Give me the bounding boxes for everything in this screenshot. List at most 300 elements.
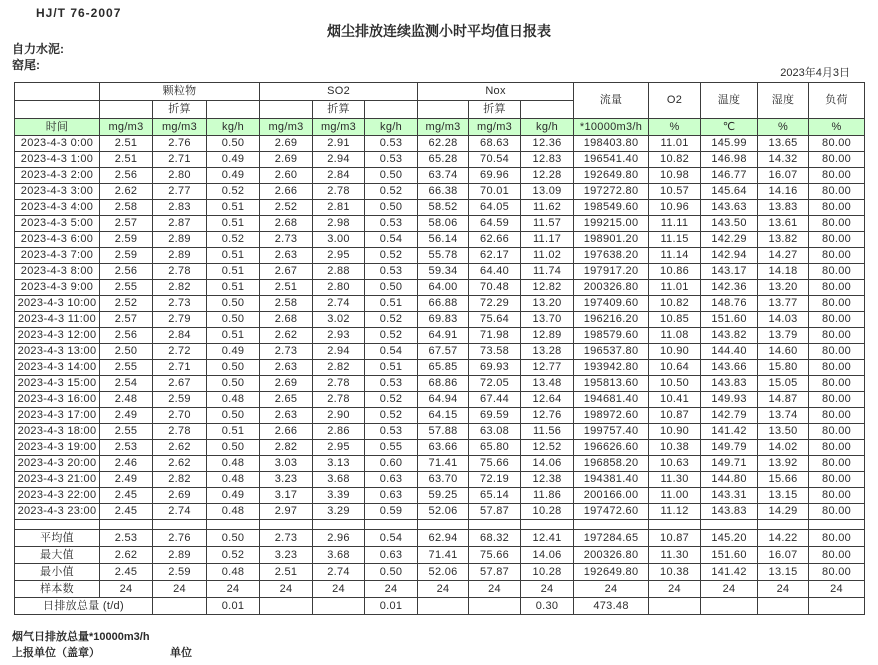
table-cell: 10.90 [649,424,701,440]
group-so2: SO2 [260,83,418,101]
table-cell: 0.54 [365,530,418,547]
table-cell: 2.84 [153,328,207,344]
table-cell: 80.00 [809,547,865,564]
table-cell: 80.00 [809,312,865,328]
table-cell: 24 [418,581,469,598]
spacer-row [15,520,865,530]
table-cell: 75.64 [469,312,521,328]
blank-cell [15,83,100,101]
table-cell: 2.58 [260,296,313,312]
table-cell: 80.00 [809,232,865,248]
table-cell: 3.13 [313,456,365,472]
data-row [15,376,865,392]
table-cell: 80.00 [809,456,865,472]
table-cell: 198403.80 [574,136,649,152]
table-cell: 0.59 [365,504,418,520]
table-cell: 2.79 [153,312,207,328]
table-cell: 11.57 [521,216,574,232]
table-cell: 2.63 [260,360,313,376]
table-cell: 12.41 [521,530,574,547]
unit-cell: mg/m3 [100,119,153,136]
table-cell: 143.17 [701,264,758,280]
table-cell: 0.51 [207,200,260,216]
table-cell: 142.29 [701,232,758,248]
time-cell: 2023-4-3 18:00 [15,424,100,440]
table-cell: 10.38 [649,564,701,581]
table-cell: 69.59 [469,408,521,424]
table-cell: 3.03 [260,456,313,472]
table-cell: 2.62 [100,547,153,564]
table-cell: 13.74 [758,408,809,424]
table-cell: 193942.80 [574,360,649,376]
table-cell: 11.00 [649,488,701,504]
table-cell: 2.82 [313,360,365,376]
table-cell: 2.95 [313,440,365,456]
table-cell: 57.87 [469,564,521,581]
table-cell: 14.32 [758,152,809,168]
table-cell: 0.50 [365,200,418,216]
table-cell: 10.63 [649,456,701,472]
table-cell: 0.52 [365,248,418,264]
table-cell: 80.00 [809,424,865,440]
table-cell: 24 [809,581,865,598]
table-cell: 15.80 [758,360,809,376]
table-cell: 2.72 [153,344,207,360]
table-cell: 2.83 [153,200,207,216]
table-cell: 0.52 [207,184,260,200]
table-cell: 71.41 [418,547,469,564]
table-cell: 2.81 [313,200,365,216]
summary-label: 样本数 [15,581,100,598]
table-cell: 0.54 [365,232,418,248]
table-cell: 197284.65 [574,530,649,547]
table-cell: 59.25 [418,488,469,504]
table-cell: 64.94 [418,392,469,408]
table-cell: 198549.60 [574,200,649,216]
table-cell [809,598,865,615]
table-cell: 0.50 [207,530,260,547]
table-cell [649,598,701,615]
table-cell: 2.56 [100,168,153,184]
data-row [15,328,865,344]
table-cell: 58.06 [418,216,469,232]
table-cell: 80.00 [809,168,865,184]
table-cell [260,598,313,615]
table-cell: 80.00 [809,264,865,280]
table-cell: 14.06 [521,456,574,472]
table-cell: 24 [521,581,574,598]
table-cell: 146.77 [701,168,758,184]
table-cell: 196537.80 [574,344,649,360]
daily-total-label: 日排放总量 (t/d) [15,598,153,615]
data-row [15,344,865,360]
table-cell: 67.44 [469,392,521,408]
table-cell [809,520,865,530]
table-cell: 2.52 [260,200,313,216]
table-cell: 75.66 [469,456,521,472]
table-cell: 2.82 [260,440,313,456]
table-cell: 13.77 [758,296,809,312]
table-cell [701,598,758,615]
table-cell: 13.48 [521,376,574,392]
table-cell: 80.00 [809,530,865,547]
time-cell: 2023-4-3 13:00 [15,344,100,360]
table-cell: 0.48 [207,472,260,488]
table-cell: 11.15 [649,232,701,248]
table-cell: 2.80 [313,280,365,296]
table-cell: 3.68 [313,547,365,564]
table-cell: 2.51 [100,136,153,152]
table-cell: 0.55 [365,440,418,456]
table-cell: 2.62 [153,456,207,472]
table-cell: 65.85 [418,360,469,376]
table-cell: 14.02 [758,440,809,456]
table-cell: 24 [574,581,649,598]
table-cell: 13.09 [521,184,574,200]
table-cell: 52.06 [418,504,469,520]
table-cell: 70.01 [469,184,521,200]
table-cell: 2.93 [313,328,365,344]
table-cell: 80.00 [809,392,865,408]
table-cell: 63.74 [418,168,469,184]
table-cell: 12.82 [521,280,574,296]
time-cell: 2023-4-3 15:00 [15,376,100,392]
table-cell: 80.00 [809,280,865,296]
time-cell: 2023-4-3 9:00 [15,280,100,296]
table-cell: 80.00 [809,152,865,168]
table-cell: 0.49 [207,168,260,184]
table-cell: 2.63 [260,248,313,264]
table-cell: 0.51 [207,248,260,264]
table-cell [365,520,418,530]
table-cell: 62.66 [469,232,521,248]
table-cell: 71.41 [418,456,469,472]
data-row [15,392,865,408]
table-cell: 2.73 [260,344,313,360]
data-row [15,280,865,296]
table-cell: 14.22 [758,530,809,547]
table-cell: 144.80 [701,472,758,488]
table-cell: 2.73 [260,232,313,248]
unit-cell: kg/h [521,119,574,136]
data-row [15,408,865,424]
unit-cell: % [809,119,865,136]
table-cell: 196858.20 [574,456,649,472]
table-cell: 65.80 [469,440,521,456]
table-cell: 13.70 [521,312,574,328]
table-cell: 62.94 [418,530,469,547]
table-cell: 14.87 [758,392,809,408]
time-cell: 2023-4-3 7:00 [15,248,100,264]
time-cell: 2023-4-3 14:00 [15,360,100,376]
table-cell: 0.51 [207,264,260,280]
data-row [15,168,865,184]
table-cell: 2.52 [100,296,153,312]
table-cell: 0.52 [365,408,418,424]
data-row [15,232,865,248]
table-cell: 11.17 [521,232,574,248]
table-cell: 13.83 [758,200,809,216]
table-cell: 10.28 [521,564,574,581]
unit-cell: kg/h [365,119,418,136]
table-cell: 2.71 [153,152,207,168]
group-header-row [15,83,865,101]
table-cell: 2.89 [153,248,207,264]
table-cell: 69.93 [469,360,521,376]
table-cell: 11.11 [649,216,701,232]
table-cell: 0.50 [207,296,260,312]
table-cell: 2.59 [153,564,207,581]
table-cell: 2.89 [153,547,207,564]
table-cell: 142.36 [701,280,758,296]
table-cell: 80.00 [809,376,865,392]
table-cell: 0.52 [207,232,260,248]
table-cell: 24 [100,581,153,598]
table-cell: 149.71 [701,456,758,472]
table-cell: 145.64 [701,184,758,200]
table-cell: 68.63 [469,136,521,152]
table-cell: 2.48 [100,392,153,408]
table-cell: 80.00 [809,440,865,456]
table-cell [313,520,365,530]
table-cell: 192649.80 [574,564,649,581]
table-cell: 0.51 [365,360,418,376]
table-cell: 80.00 [809,136,865,152]
table-cell: 13.65 [758,136,809,152]
table-cell: 15.66 [758,472,809,488]
table-cell: 0.63 [365,488,418,504]
standard-code: HJ/T 76-2007 [36,6,122,20]
table-cell: 10.28 [521,504,574,520]
table-cell: 0.53 [365,152,418,168]
table-cell: 2.63 [260,408,313,424]
data-row [15,184,865,200]
table-cell: 0.50 [365,168,418,184]
unit-cell: mg/m3 [260,119,313,136]
table-cell: 11.86 [521,488,574,504]
table-cell: 2.73 [153,296,207,312]
table-cell: 197917.20 [574,264,649,280]
table-cell: 62.17 [469,248,521,264]
data-row [15,248,865,264]
table-cell: 2.53 [100,530,153,547]
table-cell: 145.20 [701,530,758,547]
table-cell: 64.59 [469,216,521,232]
table-cell: 10.64 [649,360,701,376]
table-cell: 11.30 [649,472,701,488]
table-cell: 10.90 [649,344,701,360]
summary-label: 最小值 [15,564,100,581]
table-cell: 24 [469,581,521,598]
table-cell: 80.00 [809,200,865,216]
blank-cell [207,101,260,119]
table-cell: 0.50 [207,312,260,328]
table-cell: 12.52 [521,440,574,456]
table-cell: 14.03 [758,312,809,328]
table-cell: 80.00 [809,360,865,376]
table-cell [313,598,365,615]
data-row [15,312,865,328]
table-cell: 197638.20 [574,248,649,264]
table-cell: 2.67 [153,376,207,392]
table-cell: 0.52 [207,547,260,564]
table-cell: 63.70 [418,472,469,488]
table-cell: 63.66 [418,440,469,456]
table-cell: 58.52 [418,200,469,216]
table-cell: 2.76 [153,136,207,152]
table-cell: 13.82 [758,232,809,248]
table-cell: 146.98 [701,152,758,168]
table-cell: 80.00 [809,216,865,232]
table-cell: 66.38 [418,184,469,200]
table-cell: 80.00 [809,248,865,264]
table-cell: 0.50 [207,408,260,424]
table-cell: 24 [701,581,758,598]
table-cell: 2.65 [260,392,313,408]
table-cell: 2.74 [153,504,207,520]
time-cell: 2023-4-3 1:00 [15,152,100,168]
table-cell: 24 [153,581,207,598]
unit-cell: *10000m3/h [574,119,649,136]
table-cell: 141.42 [701,564,758,581]
table-cell: 2.87 [153,216,207,232]
table-cell: 2.96 [313,530,365,547]
table-cell: 196216.20 [574,312,649,328]
group-temp: 温度 [701,83,758,119]
table-cell: 196626.60 [574,440,649,456]
table-cell: 2.66 [260,424,313,440]
company-name: 自力水泥: [12,42,64,56]
table-cell: 198901.20 [574,232,649,248]
table-cell: 3.00 [313,232,365,248]
table-cell: 0.49 [207,344,260,360]
table-cell: 14.06 [521,547,574,564]
table-cell: 2.70 [153,408,207,424]
table-cell: 12.76 [521,408,574,424]
table-cell: 141.42 [701,424,758,440]
table-cell [521,520,574,530]
table-cell: 80.00 [809,504,865,520]
data-row [15,456,865,472]
table-cell: 71.98 [469,328,521,344]
table-cell [260,520,313,530]
group-nox: Nox [418,83,574,101]
table-cell: 144.40 [701,344,758,360]
time-cell: 2023-4-3 16:00 [15,392,100,408]
table-cell: 0.52 [365,328,418,344]
table-cell: 56.14 [418,232,469,248]
table-cell: 10.85 [649,312,701,328]
time-cell: 2023-4-3 12:00 [15,328,100,344]
table-cell: 0.52 [365,392,418,408]
table-cell: 198579.60 [574,328,649,344]
table-cell: 197409.60 [574,296,649,312]
table-cell: 13.20 [758,280,809,296]
table-cell: 200326.80 [574,547,649,564]
summary-label: 最大值 [15,547,100,564]
time-cell: 2023-4-3 10:00 [15,296,100,312]
table-cell: 11.08 [649,328,701,344]
unit-cell: mg/m3 [469,119,521,136]
table-cell: 68.32 [469,530,521,547]
table-cell: 11.30 [649,547,701,564]
table-cell: 2.76 [153,530,207,547]
table-cell: 3.23 [260,547,313,564]
table-cell: 2.51 [100,152,153,168]
table-cell: 142.94 [701,248,758,264]
table-cell: 14.27 [758,248,809,264]
table-cell: 2.88 [313,264,365,280]
summary-row [15,564,865,581]
table-cell: 143.66 [701,360,758,376]
table-cell: 2.51 [260,564,313,581]
table-cell: 11.62 [521,200,574,216]
table-cell: 2.68 [260,216,313,232]
summary-row [15,530,865,547]
table-cell: 24 [649,581,701,598]
table-cell: 0.51 [207,216,260,232]
table-cell [153,520,207,530]
table-cell: 143.83 [701,376,758,392]
table-cell: 24 [365,581,418,598]
data-row [15,504,865,520]
summary-row [15,547,865,564]
table-cell: 3.23 [260,472,313,488]
table-cell: 142.79 [701,408,758,424]
table-cell: 0.30 [521,598,574,615]
time-cell: 2023-4-3 8:00 [15,264,100,280]
table-cell: 2.59 [100,232,153,248]
table-cell: 0.01 [207,598,260,615]
table-cell: 0.53 [365,376,418,392]
table-cell: 0.50 [207,360,260,376]
table-cell: 10.96 [649,200,701,216]
report-date: 2023年4月3日 [780,67,850,79]
blank-cell [521,101,574,119]
blank-cell [100,101,153,119]
table-cell: 2.74 [313,564,365,581]
table-cell: 0.49 [207,488,260,504]
table-cell: 12.64 [521,392,574,408]
table-cell: 13.15 [758,564,809,581]
table-cell: 2.78 [313,184,365,200]
table-cell: 3.39 [313,488,365,504]
table-cell: 151.60 [701,312,758,328]
table-cell: 2.73 [260,530,313,547]
table-cell: 2.58 [100,200,153,216]
table-cell: 72.05 [469,376,521,392]
table-cell: 2.84 [313,168,365,184]
table-cell: 14.29 [758,504,809,520]
table-cell: 2.69 [260,136,313,152]
data-row [15,472,865,488]
time-cell: 2023-4-3 11:00 [15,312,100,328]
table-cell: 13.15 [758,488,809,504]
table-cell: 197272.80 [574,184,649,200]
data-row [15,360,865,376]
converted-label: 折算 [469,101,521,119]
table-cell: 0.49 [207,152,260,168]
table-cell: 2.49 [100,408,153,424]
table-cell: 59.34 [418,264,469,280]
table-cell [207,520,260,530]
table-cell: 3.29 [313,504,365,520]
table-cell: 143.50 [701,216,758,232]
table-cell: 64.91 [418,328,469,344]
unit-cell: mg/m3 [153,119,207,136]
daily-total-row [15,598,865,615]
table-cell: 10.87 [649,530,701,547]
